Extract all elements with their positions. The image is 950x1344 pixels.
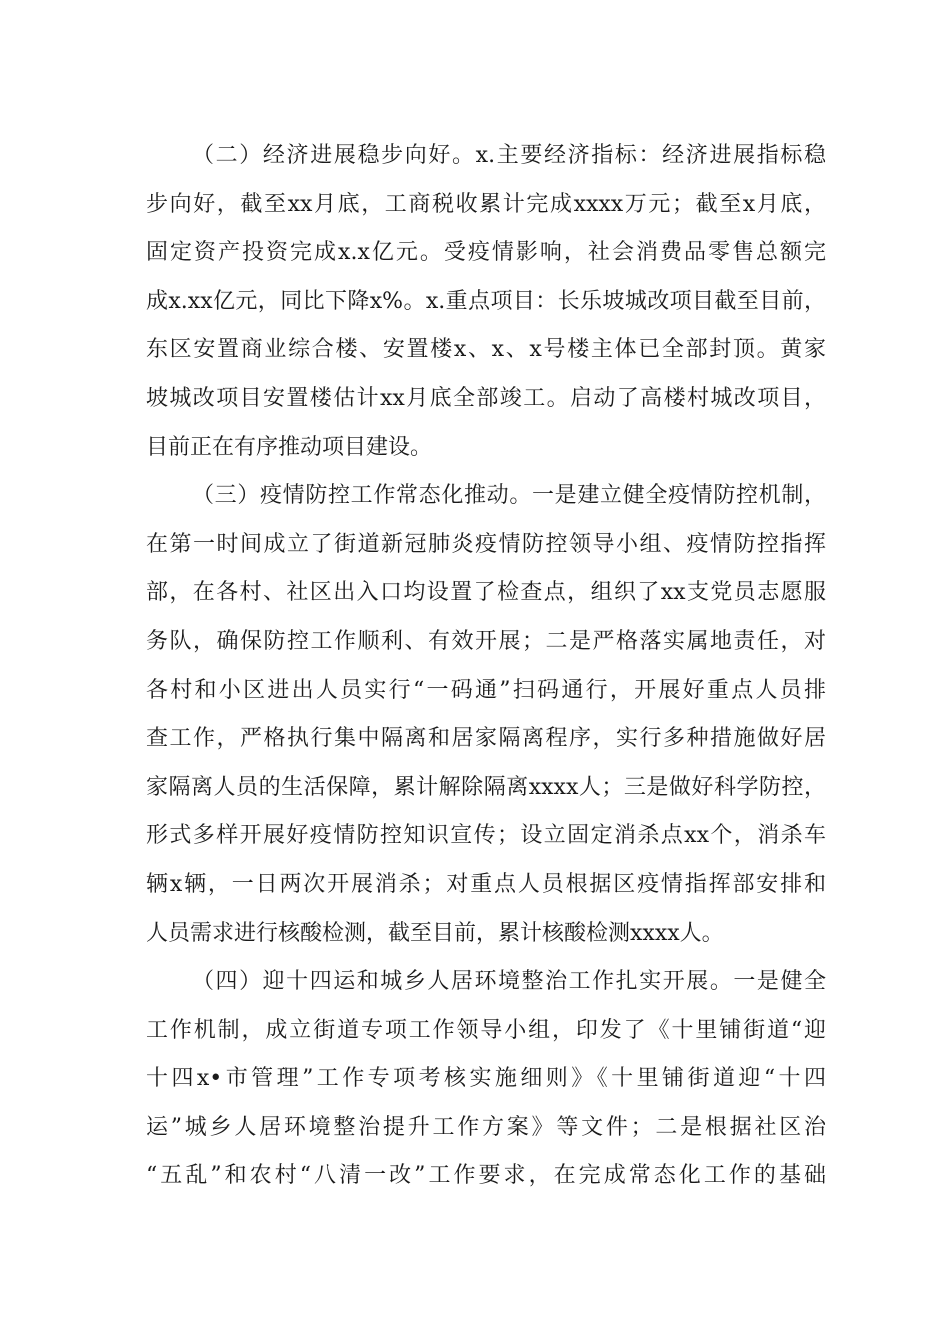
- text-line: 务队，确保防控工作顺利、有效开展；二是严格落实属地责任，对: [146, 628, 826, 654]
- text-line: 家隔离人员的生活保障，累计解除隔离xxxx人；三是做好科学防控，: [146, 774, 826, 800]
- text-line: 形式多样开展好疫情防控知识宣传；设立固定消杀点xx个，消杀车: [146, 823, 826, 849]
- text-line: 十四x•市管理”工作专项考核实施细则》《十里铺街道迎“十四: [146, 1066, 826, 1092]
- paragraph-environment: [146, 958, 826, 1201]
- text-line: 各村和小区进出人员实行“一码通”扫码通行，开展好重点人员排: [146, 677, 826, 703]
- text-line: 部，在各村、社区出入口均设置了检查点，组织了xx支党员志愿服: [146, 580, 826, 606]
- text-line: 工作机制，成立街道专项工作领导小组，印发了《十里铺街道“迎: [146, 1017, 826, 1043]
- text-line: 查工作，严格执行集中隔离和居家隔离程序，实行多种措施做好居: [146, 726, 826, 752]
- paragraph-epidemic-control: [146, 472, 826, 958]
- text-line: （四）迎十四运和城乡人居环境整治工作扎实开展。一是健全: [192, 969, 826, 995]
- text-line: 在第一时间成立了街道新冠肺炎疫情防控领导小组、疫情防控指挥: [146, 531, 826, 557]
- text-line: （三）疫情防控工作常态化推动。一是建立健全疫情防控机制，: [192, 483, 826, 509]
- document-body: [146, 132, 826, 1201]
- text-line: 坡城改项目安置楼估计xx月底全部竣工。启动了高楼村城改项目，: [146, 385, 826, 411]
- text-line: 步向好，截至xx月底，工商税收累计完成xxxx万元；截至x月底，: [146, 191, 826, 217]
- paragraph-economy: [146, 132, 826, 472]
- text-line: 成x.xx亿元，同比下降x%。x.重点项目：长乐坡城改项目截至目前，: [146, 288, 826, 314]
- text-line: 运”城乡人居环境整治提升工作方案》等文件；二是根据社区治: [146, 1114, 826, 1140]
- text-line: 人员需求进行核酸检测，截至目前，累计核酸检测xxxx人。: [146, 920, 724, 946]
- text-line: （二）经济进展稳步向好。x.主要经济指标：经济进展指标稳: [192, 143, 826, 168]
- text-line: 固定资产投资完成x.x亿元。受疫情影响，社会消费品零售总额完: [146, 240, 826, 266]
- text-line: 辆x辆，一日两次开展消杀；对重点人员根据区疫情指挥部安排和: [146, 871, 826, 897]
- text-line: 东区安置商业综合楼、安置楼x、x、x号楼主体已全部封顶。黄家: [146, 337, 826, 363]
- text-line: 目前正在有序推动项目建设。: [146, 434, 433, 460]
- text-line: “五乱”和农村“八清一改”工作要求，在完成常态化工作的基础: [146, 1163, 826, 1189]
